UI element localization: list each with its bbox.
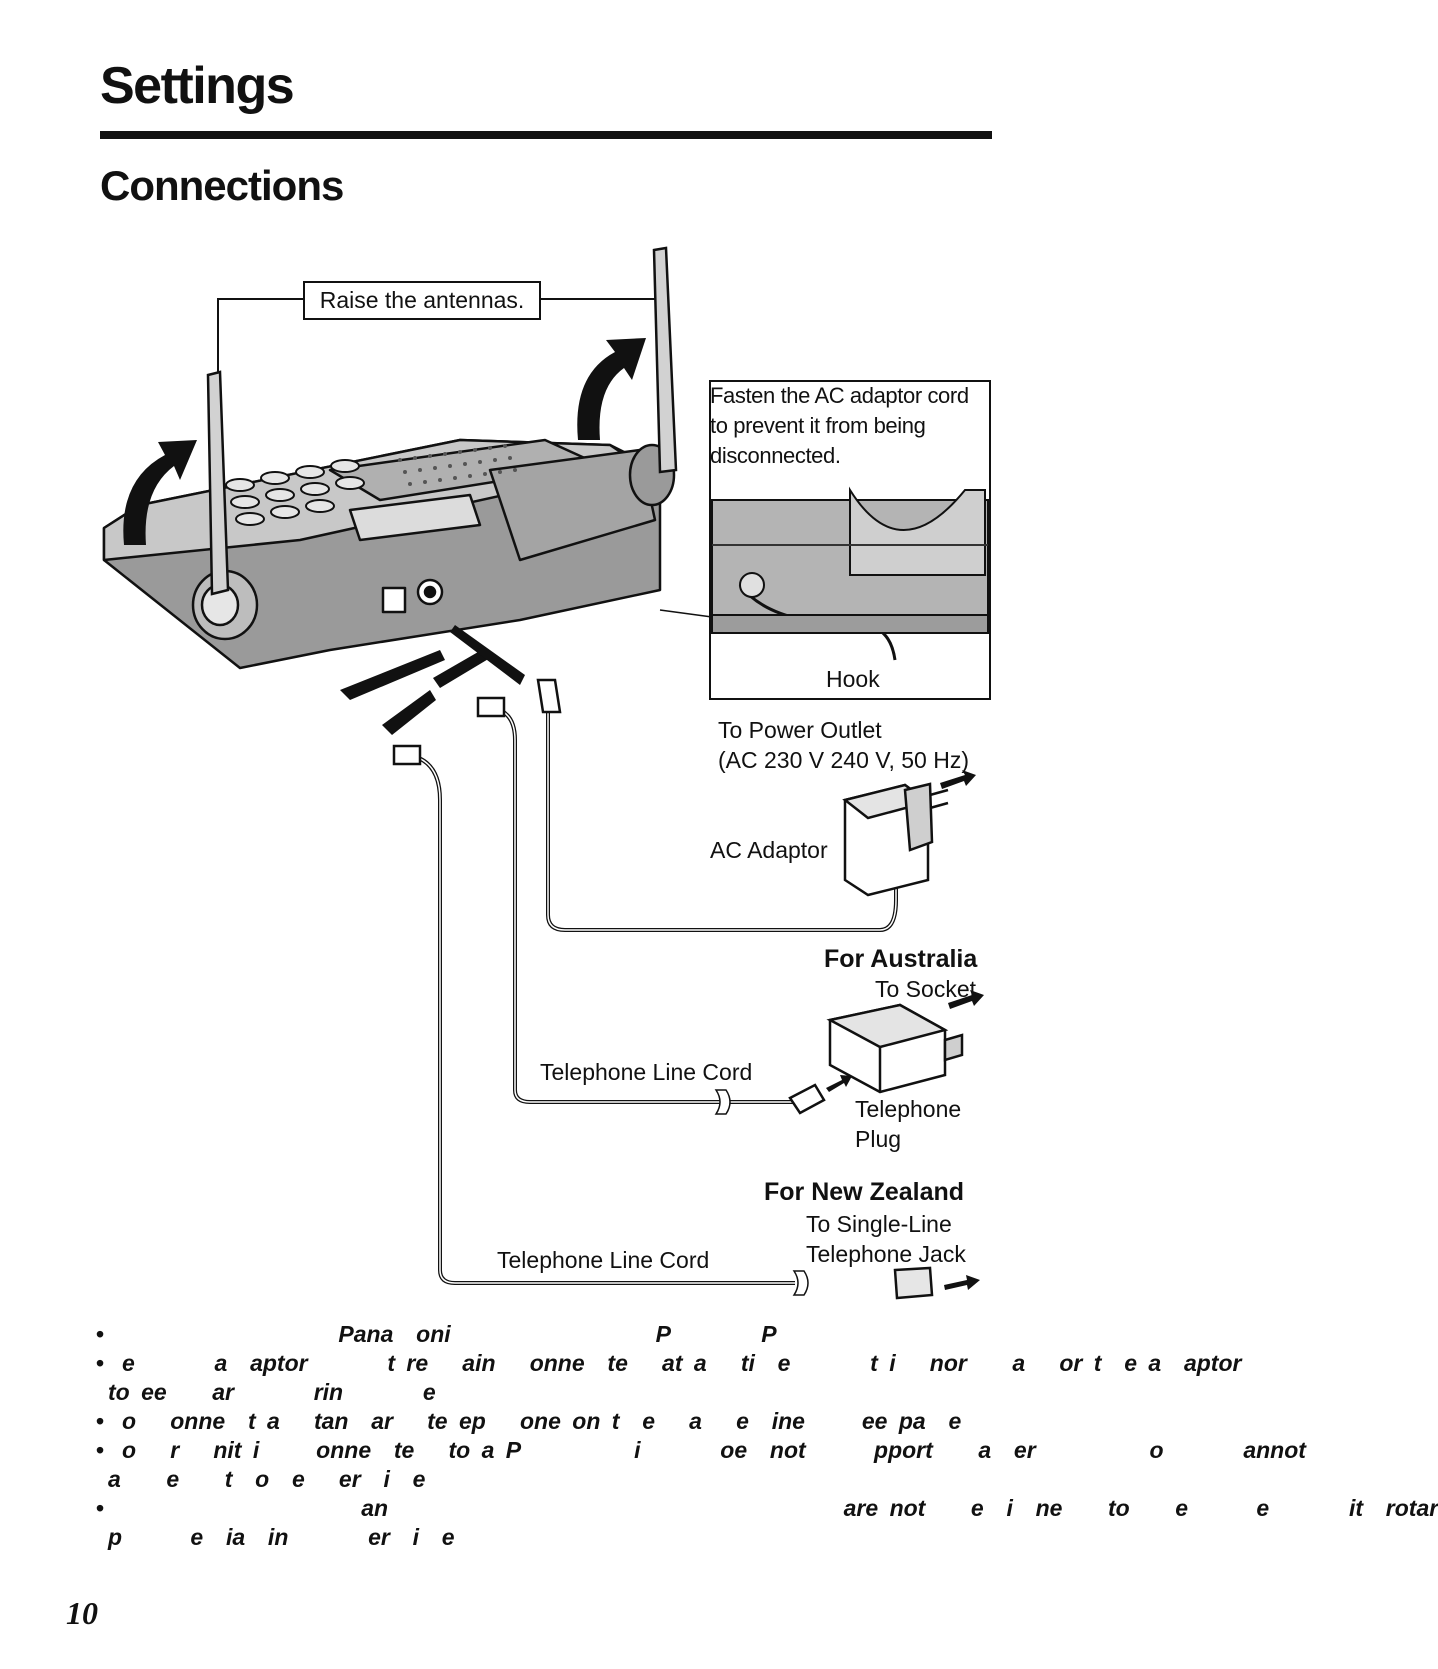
note-text: o r nit i onne te to a P i oe not pport a er o annot [122,1437,1306,1463]
power-outlet-label: To Power Outlet [718,717,882,743]
hook-label: Hook [826,666,880,692]
antenna-callout-leader-right [537,256,660,299]
inset-note: Fasten the AC adaptor cord to prevent it from being disconnected. [710,383,969,468]
note-item [96,1320,1046,1349]
bullet-icon: • [96,1437,105,1463]
note-continuation: a e t o e er i e [108,1466,426,1492]
note-text: o onne t a tan ar te ep one on t e a e ine ee pa e [122,1408,962,1434]
bullet-icon: • [96,1495,105,1521]
note-item [96,1494,1438,1552]
nz-jack-label-1: To Single-Line [806,1211,952,1237]
power-outlet-voltage: (AC 230 V 240 V, 50 Hz) [718,747,970,773]
note-text: an are not e i ne to e e it rotar [122,1495,1438,1521]
antenna-callout-leader-left [218,299,303,375]
note-continuation: p e ia in er i e [108,1524,455,1550]
left-antenna [208,372,228,594]
page-title: Settings [100,57,294,115]
note-item [96,1407,1046,1436]
antenna-callout: Raise the antennas. [303,281,541,320]
telephone-plug-label-2: Plug [855,1126,902,1152]
note-item [96,1436,1306,1494]
bullet-icon: • [96,1408,105,1434]
australia-heading: For Australia [824,945,978,973]
section-title: Connections [100,162,344,209]
ac-adaptor-illustration [845,784,948,895]
nz-cord-label: Telephone Line Cord [497,1247,710,1273]
page-number: 10 [66,1595,98,1631]
note-continuation: to ee ar rin e [108,1379,436,1405]
note-item [96,1349,1242,1407]
bullet-icon: • [96,1321,105,1347]
bullet-icon: • [96,1350,105,1376]
raise-arrow-right [577,338,646,440]
right-antenna [654,248,676,472]
base-unit-illustration [104,440,674,668]
inset-leader [660,610,712,617]
notes-list [96,1320,1438,1552]
nz-jack-label-2: Telephone Jack [806,1241,966,1267]
note-text: Pana oni P P [122,1321,777,1347]
new-zealand-heading: For New Zealand [764,1178,965,1206]
note-text: e a aptor t re ain onne te at a ti e t i nor a or t e a aptor [122,1350,1242,1376]
ac-adaptor-label: AC Adaptor [710,837,828,863]
telephone-plug-label-1: Telephone [855,1096,962,1122]
nz-line-cord [408,755,795,1283]
australia-to-socket: To Socket [875,976,976,1002]
australia-cord-label: Telephone Line Cord [540,1059,753,1085]
